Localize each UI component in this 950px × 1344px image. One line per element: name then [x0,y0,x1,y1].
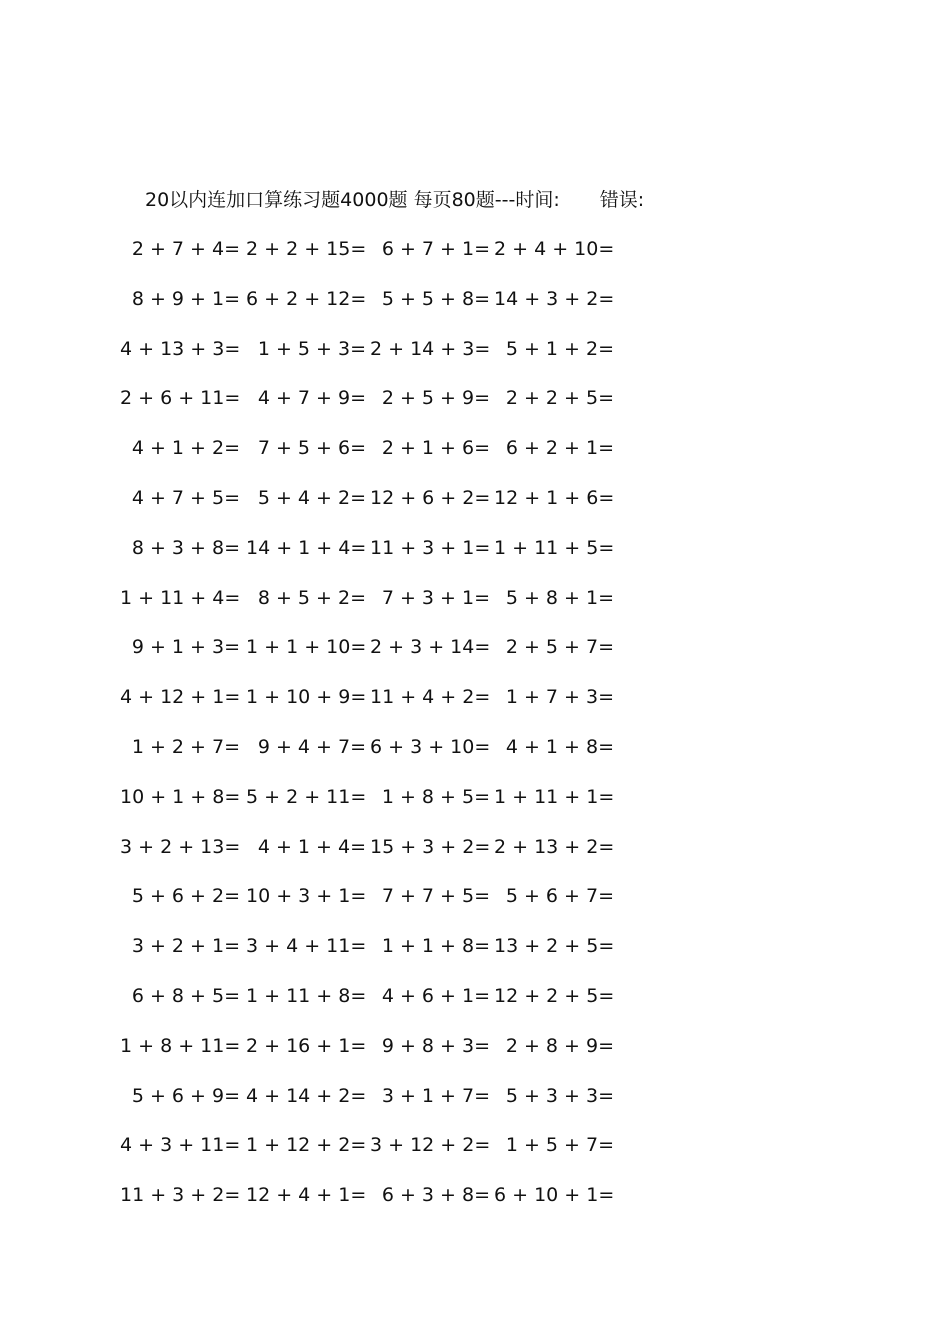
problem-row [0,832,950,882]
addition-problem: 4 + 6 + 1= [381,984,490,1007]
addition-problem: 5 + 5 + 8= [381,287,490,310]
addition-problem: 10 + 1 + 8= [120,785,241,808]
addition-problem: 8 + 5 + 2= [257,586,366,609]
addition-problem: 11 + 4 + 2= [370,686,491,709]
addition-problem: 11 + 3 + 1= [370,536,491,559]
addition-problem: 6 + 8 + 5= [131,984,240,1007]
problem-row [0,234,950,284]
addition-problem: 6 + 2 + 12= [246,287,367,310]
problem-row [0,1031,950,1081]
addition-problem: 7 + 7 + 5= [381,885,490,908]
addition-problem: 6 + 3 + 8= [381,1184,490,1207]
problem-row [0,433,950,483]
addition-problem: 6 + 10 + 1= [494,1184,615,1207]
addition-problem: 2 + 13 + 2= [494,835,615,858]
addition-problem: 5 + 3 + 3= [505,1084,614,1107]
addition-problem: 5 + 6 + 9= [131,1084,240,1107]
addition-problem: 9 + 8 + 3= [381,1034,490,1057]
addition-problem: 2 + 6 + 11= [120,387,241,410]
addition-problem: 5 + 8 + 1= [505,586,614,609]
addition-problem: 1 + 7 + 3= [505,686,614,709]
addition-problem: 4 + 3 + 11= [120,1134,241,1157]
addition-problem: 2 + 1 + 6= [381,437,490,460]
problem-row [0,334,950,384]
addition-problem: 4 + 1 + 8= [505,735,614,758]
addition-problem: 4 + 13 + 3= [120,337,241,360]
addition-problem: 1 + 8 + 5= [381,785,490,808]
addition-problem: 2 + 14 + 3= [370,337,491,360]
addition-problem: 5 + 1 + 2= [505,337,614,360]
addition-problem: 5 + 4 + 2= [257,486,366,509]
addition-problem: 2 + 16 + 1= [246,1034,367,1057]
addition-problem: 1 + 5 + 7= [505,1134,614,1157]
addition-problem: 3 + 2 + 13= [120,835,241,858]
addition-problem: 3 + 1 + 7= [381,1084,490,1107]
addition-problem: 2 + 5 + 7= [505,636,614,659]
problem-row [0,881,950,931]
problem-row [0,682,950,732]
addition-problem: 2 + 5 + 9= [381,387,490,410]
addition-problem: 2 + 4 + 10= [494,238,615,260]
addition-problem: 4 + 7 + 9= [257,387,366,410]
problem-row [0,732,950,782]
addition-problem: 8 + 3 + 8= [131,536,240,559]
problem-row [0,1130,950,1180]
addition-problem: 3 + 2 + 1= [131,935,240,958]
addition-problem: 5 + 6 + 2= [131,885,240,908]
addition-problem: 12 + 4 + 1= [246,1184,367,1207]
addition-problem: 8 + 9 + 1= [131,287,240,310]
addition-problem: 1 + 11 + 5= [494,536,615,559]
error-count-label: 错误: [599,189,645,211]
addition-problem: 6 + 2 + 1= [505,437,614,460]
addition-problem: 4 + 7 + 5= [131,486,240,509]
addition-problem: 1 + 5 + 3= [257,337,366,360]
addition-problem: 6 + 3 + 10= [370,735,491,758]
addition-problem: 6 + 7 + 1= [381,238,490,260]
addition-problem: 12 + 1 + 6= [494,486,615,509]
problem-row [0,483,950,533]
addition-problem: 1 + 2 + 7= [131,735,240,758]
addition-problem: 1 + 11 + 4= [120,586,241,609]
addition-problem: 4 + 1 + 2= [131,437,240,460]
addition-problem: 1 + 10 + 9= [246,686,367,709]
addition-problem: 3 + 4 + 11= [246,935,367,958]
problem-row [0,1180,950,1230]
worksheet-title: 20以内连加口算练习题4000题 每页80题---时间: [145,189,560,211]
addition-problem: 2 + 8 + 9= [505,1034,614,1057]
addition-problem: 2 + 2 + 15= [246,238,367,260]
problem-row [0,583,950,633]
problem-row [0,981,950,1031]
addition-problem: 7 + 5 + 6= [257,437,366,460]
addition-problem: 1 + 12 + 2= [246,1134,367,1157]
addition-problem: 11 + 3 + 2= [120,1184,241,1207]
addition-problem: 14 + 1 + 4= [246,536,367,559]
problem-row [0,533,950,583]
addition-problem: 2 + 7 + 4= [131,238,240,260]
addition-problem: 10 + 3 + 1= [246,885,367,908]
addition-problem: 12 + 2 + 5= [494,984,615,1007]
addition-problem: 14 + 3 + 2= [494,287,615,310]
addition-problem: 7 + 3 + 1= [381,586,490,609]
worksheet-header [145,186,644,214]
addition-problem: 9 + 1 + 3= [131,636,240,659]
addition-problem: 2 + 3 + 14= [370,636,491,659]
addition-problem: 12 + 6 + 2= [370,486,491,509]
addition-problem: 5 + 6 + 7= [505,885,614,908]
addition-problem: 1 + 11 + 8= [246,984,367,1007]
addition-problem: 4 + 14 + 2= [246,1084,367,1107]
problem-row [0,1081,950,1131]
problem-row [0,931,950,981]
addition-problem: 1 + 11 + 1= [494,785,615,808]
problem-row [0,284,950,334]
addition-problem: 5 + 2 + 11= [246,785,367,808]
problem-row [0,632,950,682]
addition-problem: 4 + 1 + 4= [257,835,366,858]
addition-problem: 4 + 12 + 1= [120,686,241,709]
addition-problem: 9 + 4 + 7= [257,735,366,758]
problem-row [0,782,950,832]
addition-problem: 3 + 12 + 2= [370,1134,491,1157]
problem-grid [0,234,950,1230]
addition-problem: 1 + 1 + 10= [246,636,367,659]
addition-problem: 1 + 1 + 8= [381,935,490,958]
addition-problem: 13 + 2 + 5= [494,935,615,958]
problem-row [0,383,950,433]
addition-problem: 15 + 3 + 2= [370,835,491,858]
addition-problem: 2 + 2 + 5= [505,387,614,410]
addition-problem: 1 + 8 + 11= [120,1034,241,1057]
